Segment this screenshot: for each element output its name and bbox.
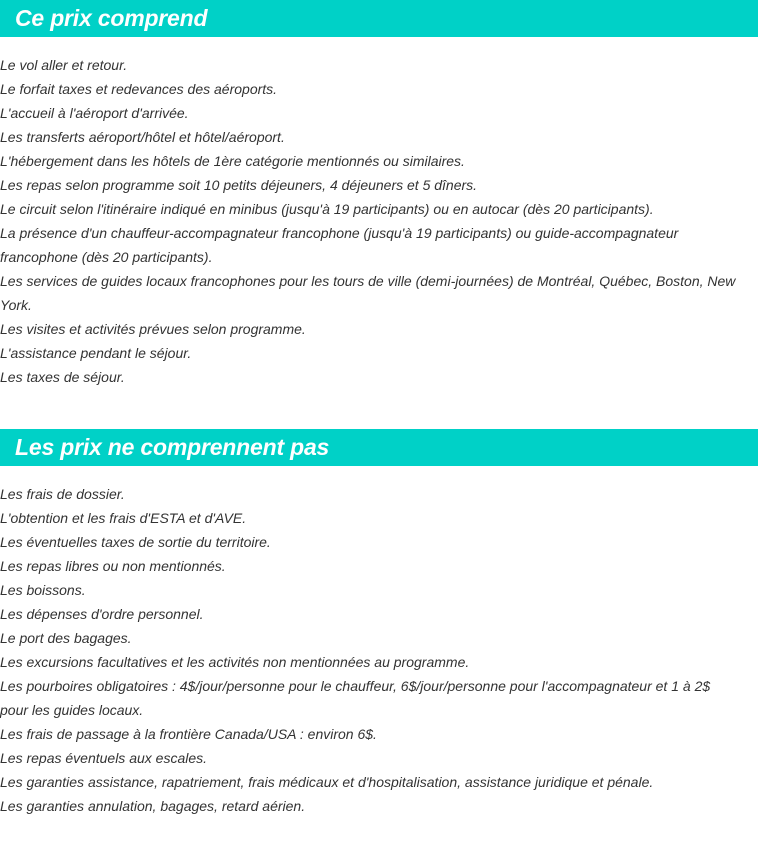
list-item: Les pourboires obligatoires : 4$/jour/personne pour le chauffeur, 6$/jour/personne pour l'accompagnateur et 1 à 2$ pour les guides locaux. xyxy=(0,678,711,718)
list-item: Le circuit selon l'itinéraire indiqué en minibus (jusqu'à 19 participants) ou en autocar (dès 20 participants). xyxy=(0,201,654,217)
list-item: Les services de guides locaux francophones pour les tours de ville (demi-journées) de Montréal, Québec, Boston, New York. xyxy=(0,273,736,313)
list-item: Le forfait taxes et redevances des aéroports. xyxy=(0,81,278,97)
list-item: L'hébergement dans les hôtels de 1ère catégorie mentionnés ou similaires. xyxy=(0,153,465,169)
list-item: Les repas libres ou non mentionnés. xyxy=(0,558,226,574)
list-item: L'assistance pendant le séjour. xyxy=(0,345,192,361)
excluded-section xyxy=(0,429,758,818)
list-item: La présence d'un chauffeur-accompagnateur francophone (jusqu'à 19 participants) ou guide-accompagnateur francophone (dès 20 participants). xyxy=(0,225,679,265)
list-item: Le vol aller et retour. xyxy=(0,57,128,73)
list-item: Les excursions facultatives et les activités non mentionnées au programme. xyxy=(0,654,470,670)
excluded-title: Les prix ne comprennent pas xyxy=(15,434,330,460)
list-item: Les repas éventuels aux escales. xyxy=(0,750,208,766)
excluded-header xyxy=(0,429,758,466)
included-header xyxy=(0,0,758,37)
list-item: L'accueil à l'aéroport d'arrivée. xyxy=(0,105,189,121)
list-item: Les dépenses d'ordre personnel. xyxy=(0,606,204,622)
list-item: Les garanties assistance, rapatriement, frais médicaux et d'hospitalisation, assistance juridique et pénale. xyxy=(0,774,654,790)
list-item: Le port des bagages. xyxy=(0,630,132,646)
list-item: Les visites et activités prévues selon programme. xyxy=(0,321,306,337)
list-item: L'obtention et les frais d'ESTA et d'AVE. xyxy=(0,510,247,526)
list-item: Les garanties annulation, bagages, retard aérien. xyxy=(0,798,306,814)
list-item: Les transferts aéroport/hôtel et hôtel/aéroport. xyxy=(0,129,285,145)
list-item: Les repas selon programme soit 10 petits déjeuners, 4 déjeuners et 5 dîners. xyxy=(0,177,478,193)
included-section xyxy=(0,0,758,389)
excluded-list xyxy=(0,482,758,818)
list-item: Les frais de dossier. xyxy=(0,486,125,502)
list-item: Les boissons. xyxy=(0,582,86,598)
list-item: Les taxes de séjour. xyxy=(0,369,125,385)
list-item: Les frais de passage à la frontière Canada/USA : environ 6$. xyxy=(0,726,377,742)
list-item: Les éventuelles taxes de sortie du territoire. xyxy=(0,534,271,550)
included-list xyxy=(0,53,758,389)
included-title: Ce prix comprend xyxy=(15,5,208,31)
